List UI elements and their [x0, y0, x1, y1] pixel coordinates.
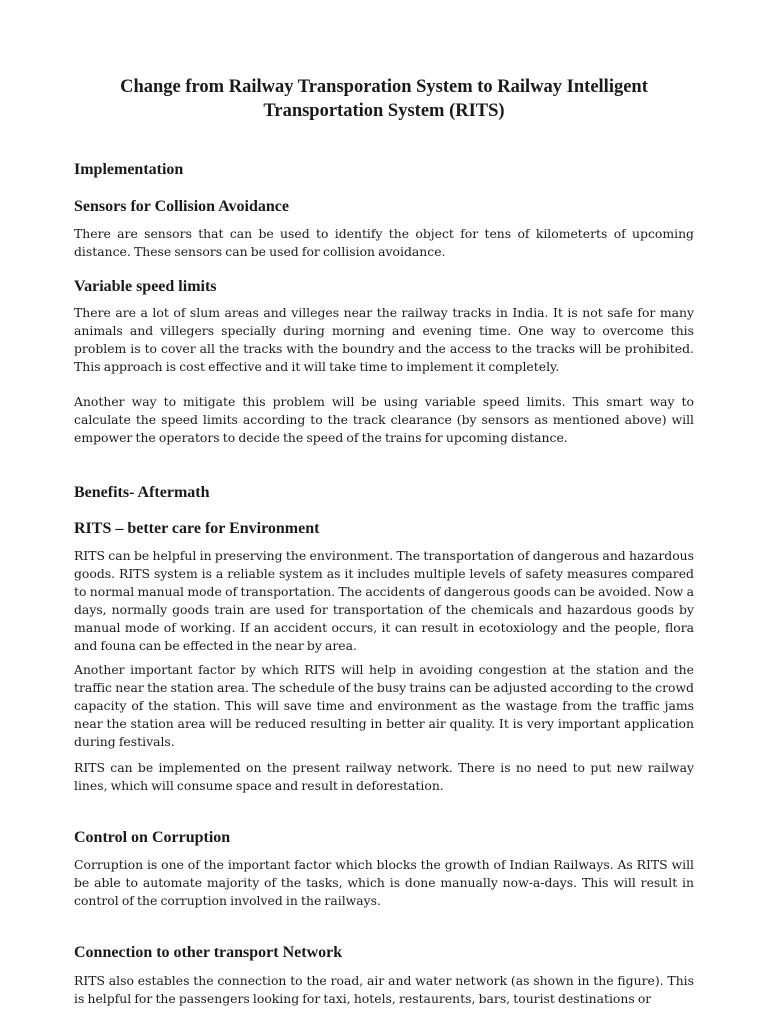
implementation-heading: Implementation	[74, 161, 184, 178]
environment-paragraph-3: RITS can be implemented on the present railway network. There is no need to put new railway lines, which will consume space and result in deforestation.	[74, 760, 694, 793]
corruption-heading: Control on Corruption	[74, 829, 231, 846]
environment-paragraph-1: RITS can be helpful in preserving the environment. The transportation of dangerous and hazardous goods. RITS system is a reliable system as it includes multiple levels of safety measures compared to normal manual mode of transportation. The accidents of dangerous goods can be avoided. Now a days, normally goods train are used for transportation of the chemicals and hazardous goods by manual mode of working. If an accident occurs, it can result in ecotoxiology and the people, flora and founa can be effected in the near by area.	[74, 548, 694, 653]
connection-paragraph: RITS also estables the connection to the road, air and water network (as shown in the figure). This is helpful for the passengers looking for taxi, hotels, restaurents, bars, tourist destinations or	[74, 973, 694, 1006]
sensors-paragraph: There are sensors that can be used to identify the object for tens of kilometerts of upcoming distance. These sensors can be used for collision avoidance.	[74, 226, 694, 259]
connection-heading: Connection to other transport Network	[74, 944, 343, 961]
sensors-heading: Sensors for Collision Avoidance	[74, 198, 289, 215]
environment-heading: RITS – better care for Environment	[74, 520, 320, 537]
benefits-heading: Benefits- Aftermath	[74, 484, 210, 501]
variable-speed-paragraph-2: Another way to mitigate this problem will be using variable speed limits. This smart way to calculate the speed limits according to the track clearance (by sensors as mentioned above) will empower the operators to decide the speed of the trains for upcoming distance.	[74, 394, 694, 445]
variable-speed-heading: Variable speed limits	[74, 278, 217, 295]
corruption-paragraph: Corruption is one of the important factor which blocks the growth of Indian Railways. As RITS will be able to automate majority of the tasks, which is done manually now-a-days. This will result in control of the corruption involved in the railways.	[74, 857, 694, 908]
variable-speed-paragraph-1: There are a lot of slum areas and villeges near the railway tracks in India. It is not safe for many animals and villegers specially during morning and evening time. One way to overcome this problem is to cover all the tracks with the boundry and the access to the tracks will be prohibited. This approach is cost effective and it will take time to implement it completely.	[74, 305, 694, 374]
document-title: Change from Railway Transporation System to Railway Intelligent Transportation System (RITS)	[120, 77, 648, 121]
environment-paragraph-2: Another important factor by which RITS will help in avoiding congestion at the station and the traffic near the station area. The schedule of the busy trains can be adjusted according to the crowd capacity of the station. This will save time and environment as the wastage from the traffic jams near the station area will be reduced resulting in better air quality. It is very important application during festivals.	[74, 662, 694, 749]
